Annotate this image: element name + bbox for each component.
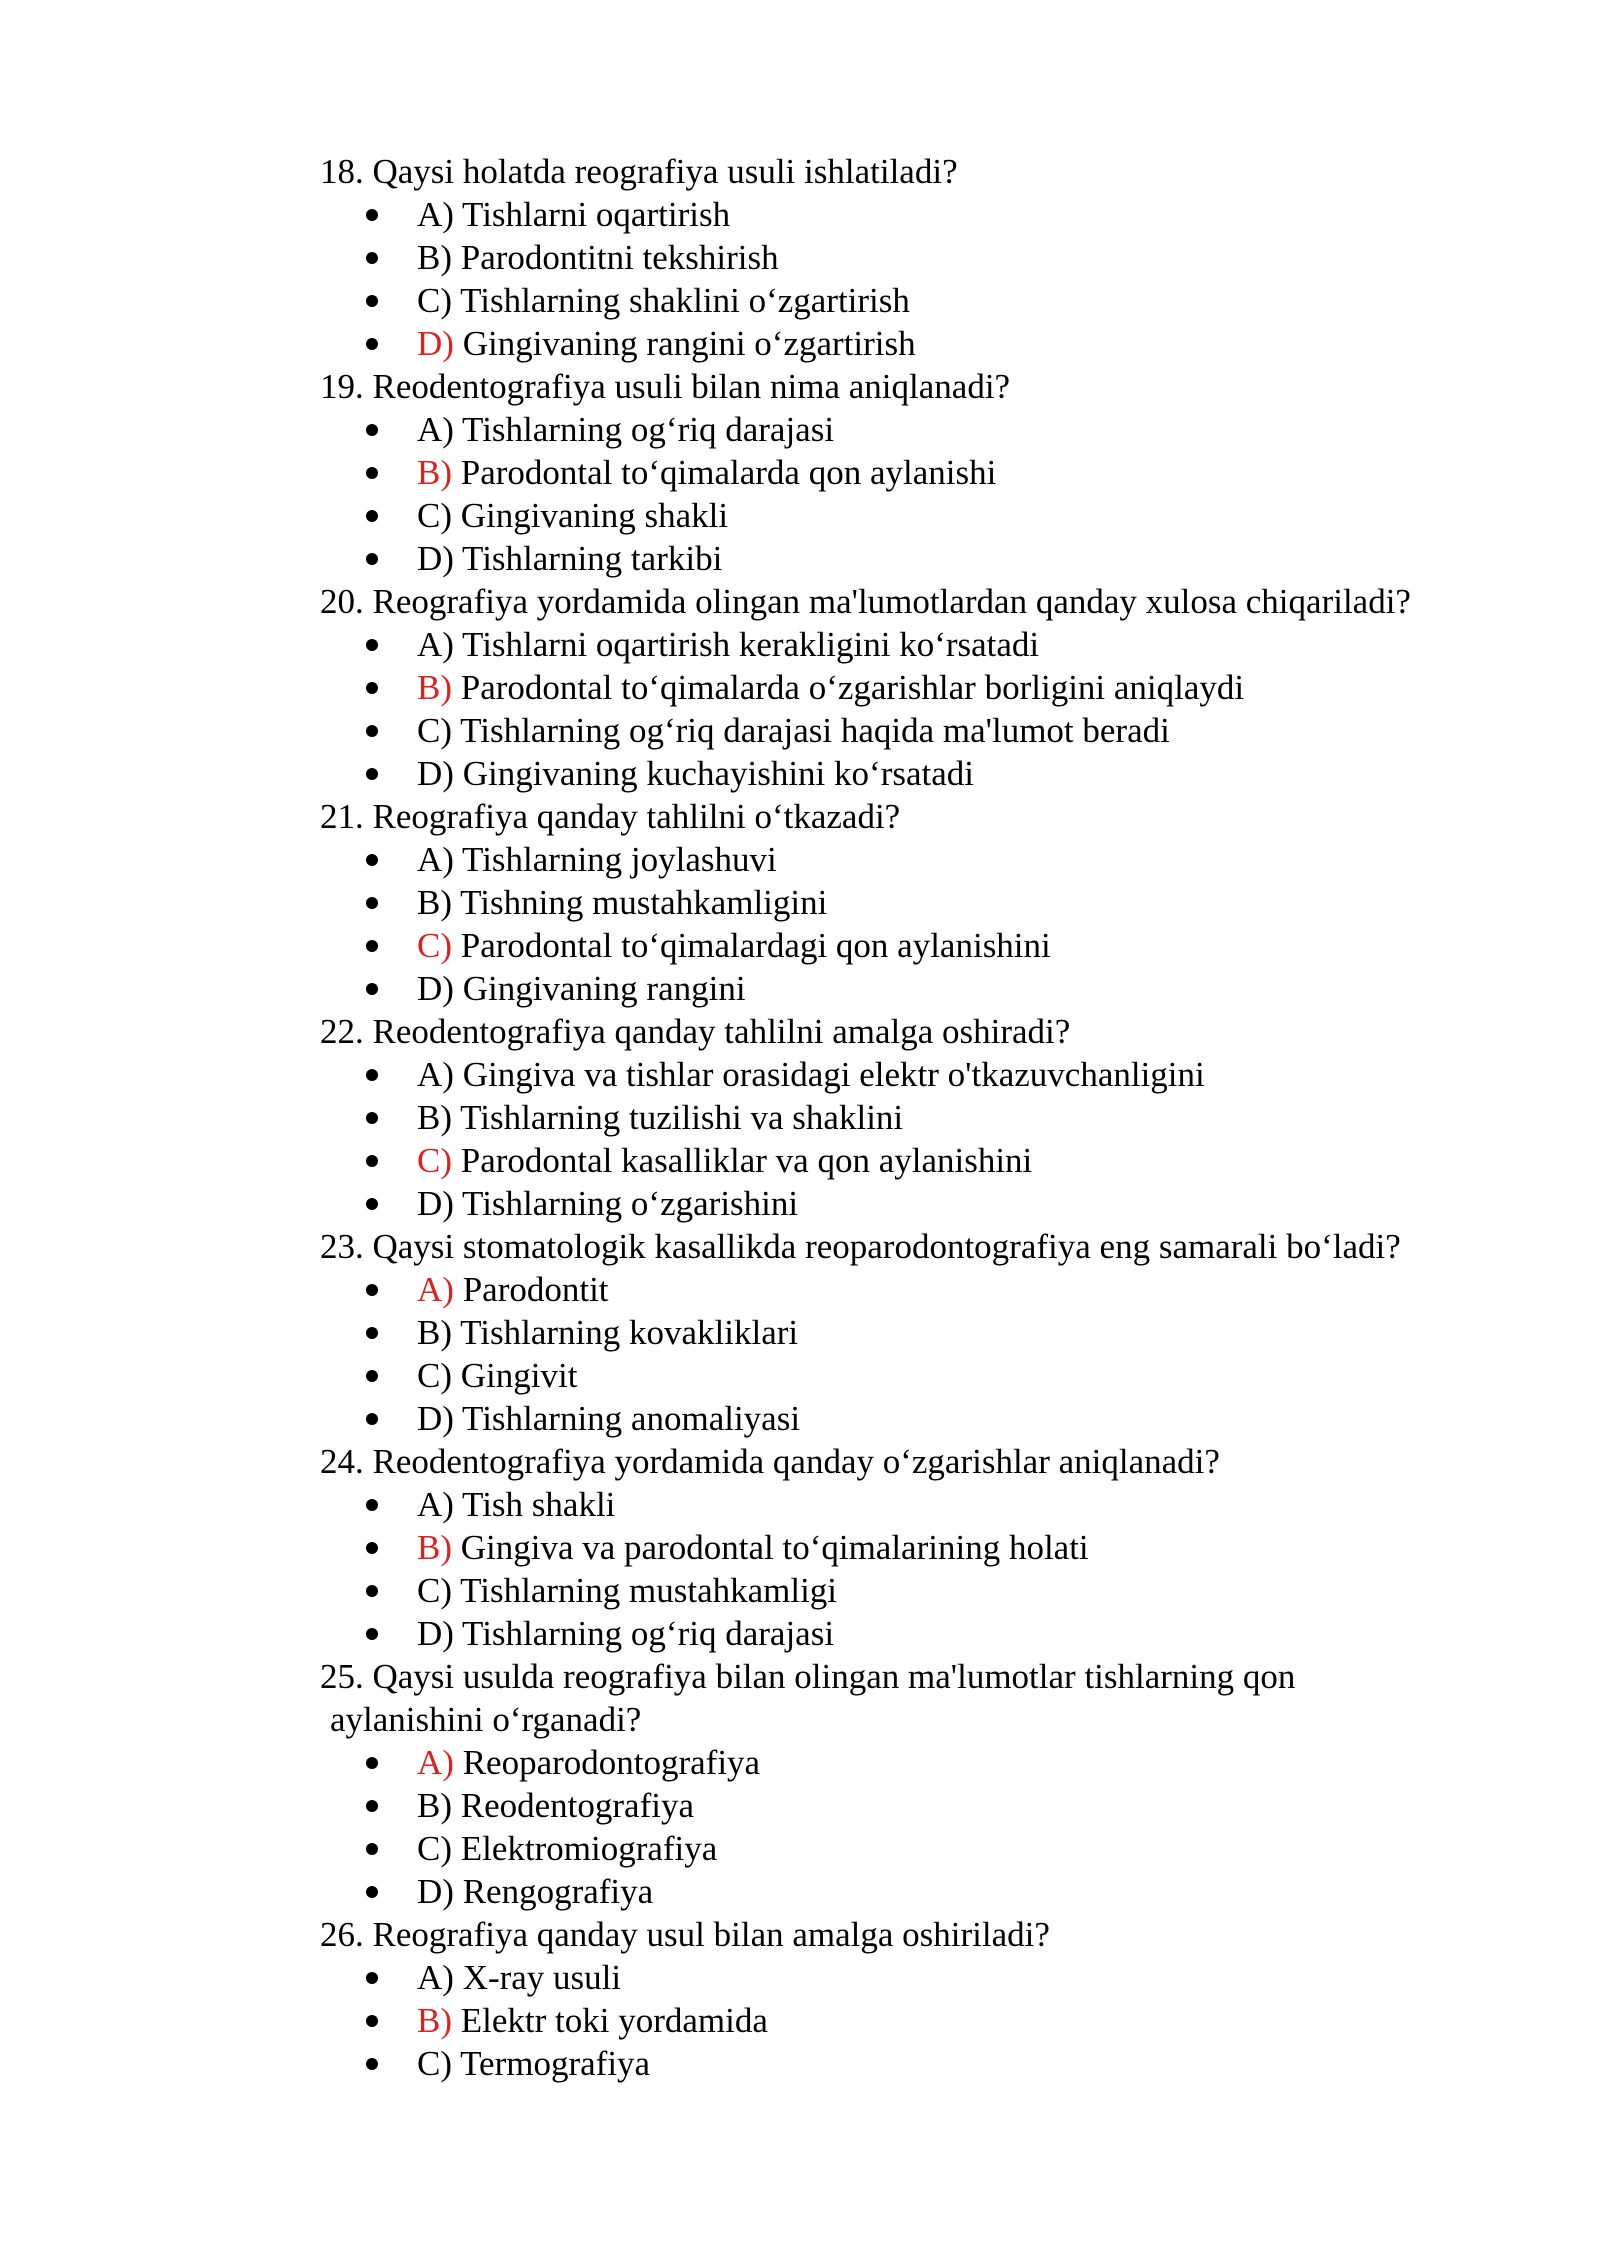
- option-letter: B): [417, 883, 452, 922]
- option-text: Tishlarning kovakliklari: [452, 1313, 799, 1352]
- question-text: [320, 1440, 1560, 1483]
- option-text: Parodontal toʻqimalardagi qon aylanishini: [452, 926, 1051, 965]
- option-letter: C): [417, 2044, 452, 2083]
- question-block: [320, 1655, 1560, 1913]
- question-text: [320, 365, 1560, 408]
- option-item: [320, 881, 1560, 924]
- option-letter: C): [417, 1356, 452, 1395]
- bullet-icon: [366, 1585, 378, 1597]
- question-text: [320, 1913, 1560, 1956]
- option-letter: A): [417, 195, 454, 234]
- option-item: [320, 1741, 1560, 1784]
- option-letter: B): [417, 238, 452, 277]
- option-list: [320, 1268, 1560, 1440]
- bullet-icon: [366, 897, 378, 909]
- bullet-icon: [366, 1757, 378, 1769]
- option-item: [320, 1569, 1560, 1612]
- option-text: Gingivaning shakli: [452, 496, 729, 535]
- option-letter: D): [417, 1184, 454, 1223]
- option-letter: D): [417, 969, 454, 1008]
- option-item: [320, 1354, 1560, 1397]
- question-line: 19. Reodentografiya usuli bilan nima aniqlanadi?: [320, 367, 1011, 406]
- bullet-icon: [366, 553, 378, 565]
- option-item: [320, 2042, 1560, 2085]
- bullet-icon: [366, 1069, 378, 1081]
- bullet-icon: [366, 1843, 378, 1855]
- option-text: Tish shakli: [453, 1485, 616, 1524]
- option-item: [320, 322, 1560, 365]
- option-item: [320, 967, 1560, 1010]
- bullet-icon: [366, 940, 378, 952]
- option-text: Rengografiya: [453, 1872, 654, 1911]
- bullet-icon: [366, 1370, 378, 1382]
- option-letter: D): [417, 539, 454, 578]
- option-letter: A): [417, 840, 454, 879]
- option-letter: A): [417, 1055, 454, 1094]
- bullet-icon: [366, 1542, 378, 1554]
- option-text: Gingiva va tishlar orasidagi elektr o'tkazuvchanligini: [453, 1055, 1205, 1094]
- option-item: [320, 1526, 1560, 1569]
- option-list: [320, 1956, 1560, 2085]
- bullet-icon: [366, 682, 378, 694]
- bullet-icon: [366, 467, 378, 479]
- bullet-icon: [366, 2058, 378, 2070]
- option-letter: D): [417, 1399, 454, 1438]
- option-text: Gingivaning kuchayishini koʻrsatadi: [453, 754, 974, 793]
- option-item: [320, 1483, 1560, 1526]
- option-item: [320, 1999, 1560, 2042]
- question-block: [320, 1440, 1560, 1655]
- option-text: Tishlarning ogʻriq darajasi haqida ma'lumot beradi: [452, 711, 1170, 750]
- option-item: [320, 1784, 1560, 1827]
- option-list: [320, 1483, 1560, 1655]
- option-text: Tishlarning mustahkamligi: [452, 1571, 838, 1610]
- option-item: [320, 1397, 1560, 1440]
- option-letter: C): [417, 496, 452, 535]
- bullet-icon: [366, 1284, 378, 1296]
- bullet-icon: [366, 854, 378, 866]
- option-item: [320, 1612, 1560, 1655]
- option-item: [320, 408, 1560, 451]
- bullet-icon: [366, 2015, 378, 2027]
- question-line-continued: aylanishini oʻrganadi?: [330, 1700, 642, 1739]
- bullet-icon: [366, 1972, 378, 1984]
- option-text: Reodentografiya: [452, 1786, 694, 1825]
- question-block: [320, 365, 1560, 580]
- option-item: [320, 1311, 1560, 1354]
- question-line: 25. Qaysi usulda reografiya bilan olingan ma'lumotlar tishlarning qon: [320, 1657, 1296, 1696]
- option-text: Termografiya: [452, 2044, 651, 2083]
- option-text: Parodontal toʻqimalarda oʻzgarishlar borligini aniqlaydi: [452, 668, 1245, 707]
- option-letter: A): [417, 1958, 454, 1997]
- option-text: Tishlarning tarkibi: [453, 539, 723, 578]
- option-letter: A): [417, 1485, 454, 1524]
- question-text: [320, 1655, 1400, 1741]
- question-text: [320, 795, 1560, 838]
- question-line: 18. Qaysi holatda reografiya usuli ishlatiladi?: [320, 152, 958, 191]
- option-item: [320, 1139, 1560, 1182]
- option-item: [320, 451, 1560, 494]
- option-letter: A): [417, 410, 454, 449]
- bullet-icon: [366, 424, 378, 436]
- bullet-icon: [366, 252, 378, 264]
- option-text: Tishlarning anomaliyasi: [453, 1399, 801, 1438]
- option-text: Reoparodontografiya: [453, 1743, 761, 1782]
- question-text: [320, 1010, 1560, 1053]
- question-text: [320, 1225, 1560, 1268]
- question-block: [320, 150, 1560, 365]
- option-item: [320, 1956, 1560, 1999]
- question-block: [320, 580, 1560, 795]
- option-letter: C): [417, 281, 452, 320]
- option-item: [320, 1182, 1560, 1225]
- option-letter: A): [417, 625, 454, 664]
- bullet-icon: [366, 1327, 378, 1339]
- option-item: [320, 623, 1560, 666]
- bullet-icon: [366, 1628, 378, 1640]
- option-letter: D): [417, 754, 454, 793]
- correct-answer-letter: B): [417, 2001, 452, 2040]
- bullet-icon: [366, 1800, 378, 1812]
- option-text: Tishlarning ogʻriq darajasi: [453, 1614, 835, 1653]
- option-item: [320, 279, 1560, 322]
- question-line: 20. Reografiya yordamida olingan ma'lumotlardan qanday xulosa chiqariladi?: [320, 582, 1411, 621]
- option-item: [320, 838, 1560, 881]
- option-item: [320, 236, 1560, 279]
- question-line: 22. Reodentografiya qanday tahlilni amalga oshiradi?: [320, 1012, 1071, 1051]
- bullet-icon: [366, 209, 378, 221]
- option-text: Gingivaning rangini: [453, 969, 746, 1008]
- option-text: Tishlarning joylashuvi: [453, 840, 777, 879]
- correct-answer-letter: B): [417, 453, 452, 492]
- bullet-icon: [366, 1886, 378, 1898]
- option-item: [320, 193, 1560, 236]
- option-letter: B): [417, 1098, 452, 1137]
- option-list: [320, 408, 1560, 580]
- option-item: [320, 709, 1560, 752]
- option-item: [320, 494, 1560, 537]
- option-list: [320, 623, 1560, 795]
- option-text: Tishlarning oʻzgarishini: [453, 1184, 799, 1223]
- option-item: [320, 1096, 1560, 1139]
- bullet-icon: [366, 1499, 378, 1511]
- option-text: Tishning mustahkamligini: [452, 883, 828, 922]
- option-letter: C): [417, 1829, 452, 1868]
- option-item: [320, 537, 1560, 580]
- bullet-icon: [366, 295, 378, 307]
- option-text: Parodontitni tekshirish: [452, 238, 779, 277]
- option-letter: B): [417, 1786, 452, 1825]
- option-text: X-ray usuli: [453, 1958, 622, 1997]
- bullet-icon: [366, 983, 378, 995]
- option-text: Gingivaning rangini oʻzgartirish: [453, 324, 916, 363]
- option-item: [320, 666, 1560, 709]
- bullet-icon: [366, 1413, 378, 1425]
- correct-answer-letter: A): [417, 1743, 454, 1782]
- question-text: [320, 580, 1560, 623]
- option-item: [320, 752, 1560, 795]
- bullet-icon: [366, 338, 378, 350]
- option-item: [320, 1053, 1560, 1096]
- question-block: [320, 795, 1560, 1010]
- option-text: Tishlarni oqartirish: [453, 195, 731, 234]
- option-text: Gingiva va parodontal toʻqimalarining holati: [452, 1528, 1089, 1567]
- question-line: 24. Reodentografiya yordamida qanday oʻzgarishlar aniqlanadi?: [320, 1442, 1220, 1481]
- correct-answer-letter: A): [417, 1270, 454, 1309]
- option-letter: D): [417, 1614, 454, 1653]
- option-text: Tishlarning shaklini oʻzgartirish: [452, 281, 910, 320]
- option-letter: C): [417, 711, 452, 750]
- option-text: Tishlarni oqartirish kerakligini koʻrsatadi: [453, 625, 1040, 664]
- question-block: [320, 1010, 1560, 1225]
- option-list: [320, 193, 1560, 365]
- option-letter: B): [417, 1313, 452, 1352]
- option-list: [320, 1741, 1560, 1913]
- option-item: [320, 924, 1560, 967]
- option-text: Tishlarning tuzilishi va shaklini: [452, 1098, 904, 1137]
- correct-answer-letter: D): [417, 324, 454, 363]
- option-text: Parodontal kasalliklar va qon aylanishini: [452, 1141, 1033, 1180]
- correct-answer-letter: B): [417, 1528, 452, 1567]
- option-text: Elektr toki yordamida: [452, 2001, 768, 2040]
- bullet-icon: [366, 1112, 378, 1124]
- correct-answer-letter: C): [417, 926, 452, 965]
- option-letter: D): [417, 1872, 454, 1911]
- question-line: 26. Reografiya qanday usul bilan amalga oshiriladi?: [320, 1915, 1050, 1954]
- bullet-icon: [366, 1198, 378, 1210]
- bullet-icon: [366, 768, 378, 780]
- question-block: [320, 1225, 1560, 1440]
- option-text: Gingivit: [452, 1356, 578, 1395]
- option-text: Elektromiografiya: [452, 1829, 718, 1868]
- option-item: [320, 1870, 1560, 1913]
- option-item: [320, 1268, 1560, 1311]
- question-text: [320, 150, 1560, 193]
- option-text: Parodontit: [453, 1270, 609, 1309]
- option-item: [320, 1827, 1560, 1870]
- bullet-icon: [366, 510, 378, 522]
- option-list: [320, 1053, 1560, 1225]
- option-list: [320, 838, 1560, 1010]
- question-line: 21. Reografiya qanday tahlilni oʻtkazadi?: [320, 797, 901, 836]
- document-body: [320, 150, 1560, 2085]
- bullet-icon: [366, 725, 378, 737]
- bullet-icon: [366, 639, 378, 651]
- correct-answer-letter: C): [417, 1141, 452, 1180]
- option-text: Tishlarning ogʻriq darajasi: [453, 410, 835, 449]
- correct-answer-letter: B): [417, 668, 452, 707]
- question-line: 23. Qaysi stomatologik kasallikda reoparodontografiya eng samarali boʻladi?: [320, 1227, 1401, 1266]
- option-letter: C): [417, 1571, 452, 1610]
- bullet-icon: [366, 1155, 378, 1167]
- option-text: Parodontal toʻqimalarda qon aylanishi: [452, 453, 997, 492]
- question-block: [320, 1913, 1560, 2085]
